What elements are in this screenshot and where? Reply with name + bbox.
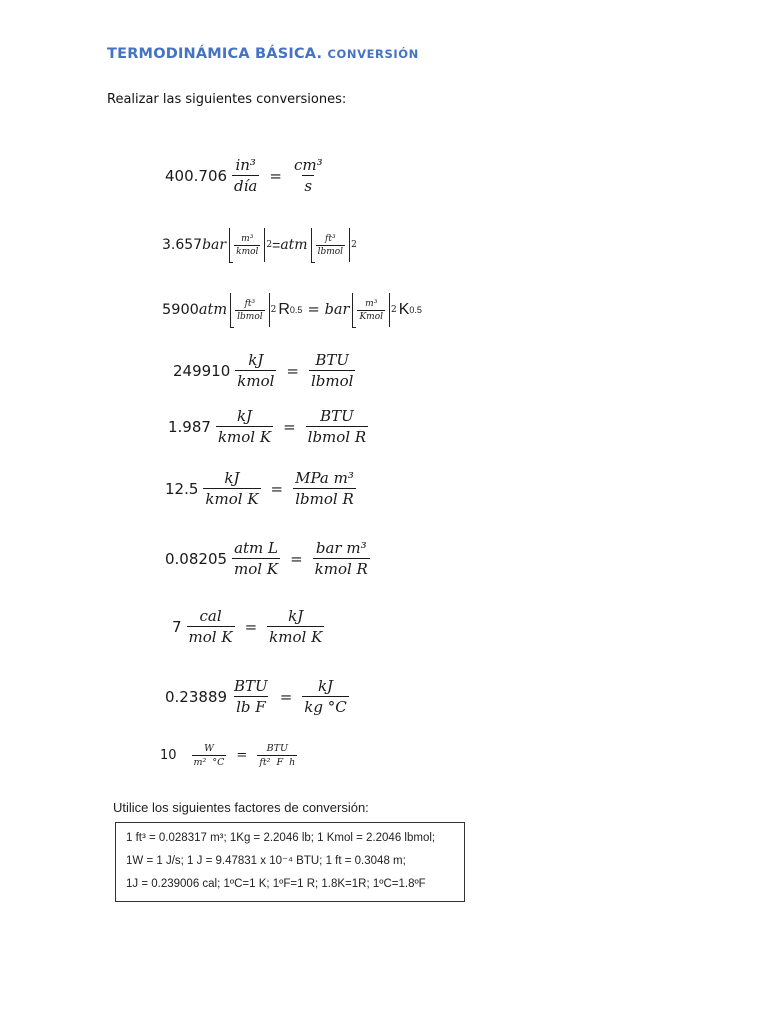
eq3-b2-den: Kmol bbox=[359, 311, 384, 322]
eq8-rhs-den: kmol K bbox=[269, 628, 323, 646]
eq5-rhs-num: BTU bbox=[320, 407, 354, 425]
eq7-lhs-den: mol K bbox=[234, 560, 279, 578]
eq2-b2-num: ft³ bbox=[325, 233, 336, 244]
eq9-rhs-den: kg °C bbox=[304, 698, 347, 716]
equation-1: 400.706 $\frac{\text{in³}}{\text{día}}$ = $\frac{\text{cm³}}{s}$ bbox=[165, 156, 323, 195]
eq7-lhs-num: atm L bbox=[234, 539, 279, 557]
eq9-lhs-den: lb F bbox=[236, 698, 266, 716]
eq7-value: 0.08205 bbox=[165, 549, 228, 568]
eq3-temp2: K bbox=[398, 301, 410, 318]
eq8-lhs-num: cal bbox=[199, 607, 222, 625]
eq5-lhs-num: kJ bbox=[236, 407, 253, 425]
eq3-temp1: R bbox=[278, 301, 290, 318]
eq10-rhs-den: ft² F h bbox=[259, 757, 296, 768]
title-main: TERMODINÁMICA BÁSICA. bbox=[107, 46, 323, 62]
factors-box bbox=[115, 822, 465, 902]
factors-line-1: 1 ft³ = 0.028317 m³; 1Kg = 2.2046 lb; 1 Kmol = 2.2046 lbmol; bbox=[126, 832, 436, 844]
eq2-unit2: atm bbox=[280, 237, 308, 253]
factors-label: Utilice los siguientes factores de conversión: bbox=[113, 800, 369, 815]
eq3-b1-den: lbmol bbox=[237, 311, 263, 322]
eq7-rhs-num: bar m³ bbox=[315, 539, 367, 557]
title-sub: CONVERSIÓN bbox=[327, 47, 419, 61]
eq4-lhs-num: kJ bbox=[248, 351, 264, 369]
eq3-unit2: bar bbox=[324, 302, 350, 318]
eq8-lhs-den: mol K bbox=[188, 628, 233, 646]
equation-2 bbox=[162, 228, 357, 262]
equation-3: 5900 atm $\frac{\text{ft³}}{\text{lbmol}}$ 2 R 0.5 = bar $\frac{\text{m³}}{\text{Kmol}}$ 2 K 0.5 bbox=[162, 293, 422, 327]
eq3-b2-num: m³ bbox=[365, 298, 378, 309]
eq10-rhs-num: BTU bbox=[266, 743, 288, 754]
equation-4: 249910 $\frac{kJ}{\text{kmol}}$ = $\frac{\text{BTU}}{\text{lbmol}}$ bbox=[173, 351, 354, 390]
eq2-exp1: 2 bbox=[266, 240, 273, 250]
eq9-value: 0.23889 bbox=[165, 687, 228, 706]
equation-6: 12.5 $\frac{kJ}{\text{kmol K}}$ = $\frac{\text{MPa m³}}{\text{lbmol R}}$ bbox=[165, 469, 354, 508]
eq4-rhs-num: BTU bbox=[315, 351, 350, 369]
eq2-b2-den: lbmol bbox=[317, 246, 344, 257]
eq4-lhs-den: kmol bbox=[237, 372, 275, 390]
eq3-exp2: 2 bbox=[391, 305, 397, 315]
eq4-value: 249910 bbox=[173, 361, 231, 380]
eq6-rhs-den: lbmol R bbox=[295, 490, 354, 508]
eq6-lhs-den: kmol K bbox=[205, 490, 259, 508]
eq3-texp1: 0.5 bbox=[289, 305, 303, 315]
eq3-unit1: atm bbox=[198, 302, 228, 318]
eq1-rhs-den: s bbox=[304, 177, 313, 195]
eq2-b1-den: kmol bbox=[236, 246, 259, 257]
page-title bbox=[107, 46, 419, 62]
eq3-b1-num: ft³ bbox=[244, 298, 256, 309]
eq2-unit1: bar bbox=[202, 237, 227, 253]
eq10-lhs-den: m² °C bbox=[193, 757, 225, 768]
eq5-rhs-den: lbmol R bbox=[307, 428, 367, 446]
eq9-rhs-num: kJ bbox=[317, 677, 334, 695]
eq1-lhs-num: in³ bbox=[235, 156, 256, 174]
eq4-rhs-den: lbmol bbox=[311, 372, 354, 390]
eq1-rhs-num: cm³ bbox=[293, 156, 323, 174]
equation-10: 10 $\frac{W}{\text{m² °C}}$ = $\frac{\text{BTU}}{\text{ft² F h}}$ bbox=[160, 743, 296, 768]
equation-5: 1.987 $\frac{kJ}{\text{kmol K}}$ = $\frac{\text{BTU}}{\text{lbmol R}}$ bbox=[168, 407, 367, 446]
eq2-exp2: 2 bbox=[351, 240, 357, 250]
eq7-rhs-den: kmol R bbox=[314, 560, 368, 578]
eq3-exp1: 2 bbox=[270, 305, 277, 315]
factors-line-3: 1J = 0.239006 cal; 1ºC=1 K; 1ºF=1 R; 1.8K=1R; 1ºC=1.8ºF bbox=[126, 878, 426, 890]
eq2-b1-num: m³ bbox=[241, 233, 254, 244]
equation-8: 7 $\frac{\text{cal}}{\text{mol K}}$ = $\frac{kJ}{\text{kmol K}}$ bbox=[172, 607, 323, 646]
eq6-lhs-num: kJ bbox=[224, 469, 240, 487]
eq1-value: 400.706 bbox=[165, 166, 228, 185]
equation-7: 0.08205 $\frac{\text{atm L}}{\text{mol K}}$ = $\frac{\text{bar m³}}{\text{kmol R}}$ bbox=[165, 539, 368, 578]
intro-text: Realizar las siguientes conversiones: bbox=[107, 92, 347, 107]
factors-line-2: 1W = 1 J/s; 1 J = 9.47831 x 10⁻⁴ BTU; 1 ft = 0.3048 m; bbox=[126, 855, 406, 867]
eq10-value: 10 bbox=[160, 748, 177, 763]
eq1-lhs-den: día bbox=[234, 177, 258, 195]
eq8-rhs-num: kJ bbox=[288, 607, 304, 625]
eq5-value: 1.987 bbox=[168, 417, 211, 436]
equation-9: 0.23889 $\frac{\text{BTU}}{\text{lb F}}$ = $\frac{kJ}{kg ^\circ C}$ bbox=[165, 677, 347, 716]
eq10-lhs-num: W bbox=[204, 743, 214, 754]
eq2-eq: = bbox=[272, 237, 281, 253]
eq3-value: 5900 bbox=[162, 302, 199, 318]
eq5-lhs-den: kmol K bbox=[217, 428, 272, 446]
eq3-texp2: 0.5 bbox=[409, 305, 422, 315]
eq2-value: 3.657 bbox=[162, 237, 203, 253]
eq6-rhs-num: MPa m³ bbox=[295, 469, 354, 487]
eq6-value: 12.5 bbox=[165, 479, 199, 498]
eq9-lhs-num: BTU bbox=[234, 677, 268, 695]
eq8-value: 7 bbox=[172, 617, 182, 636]
